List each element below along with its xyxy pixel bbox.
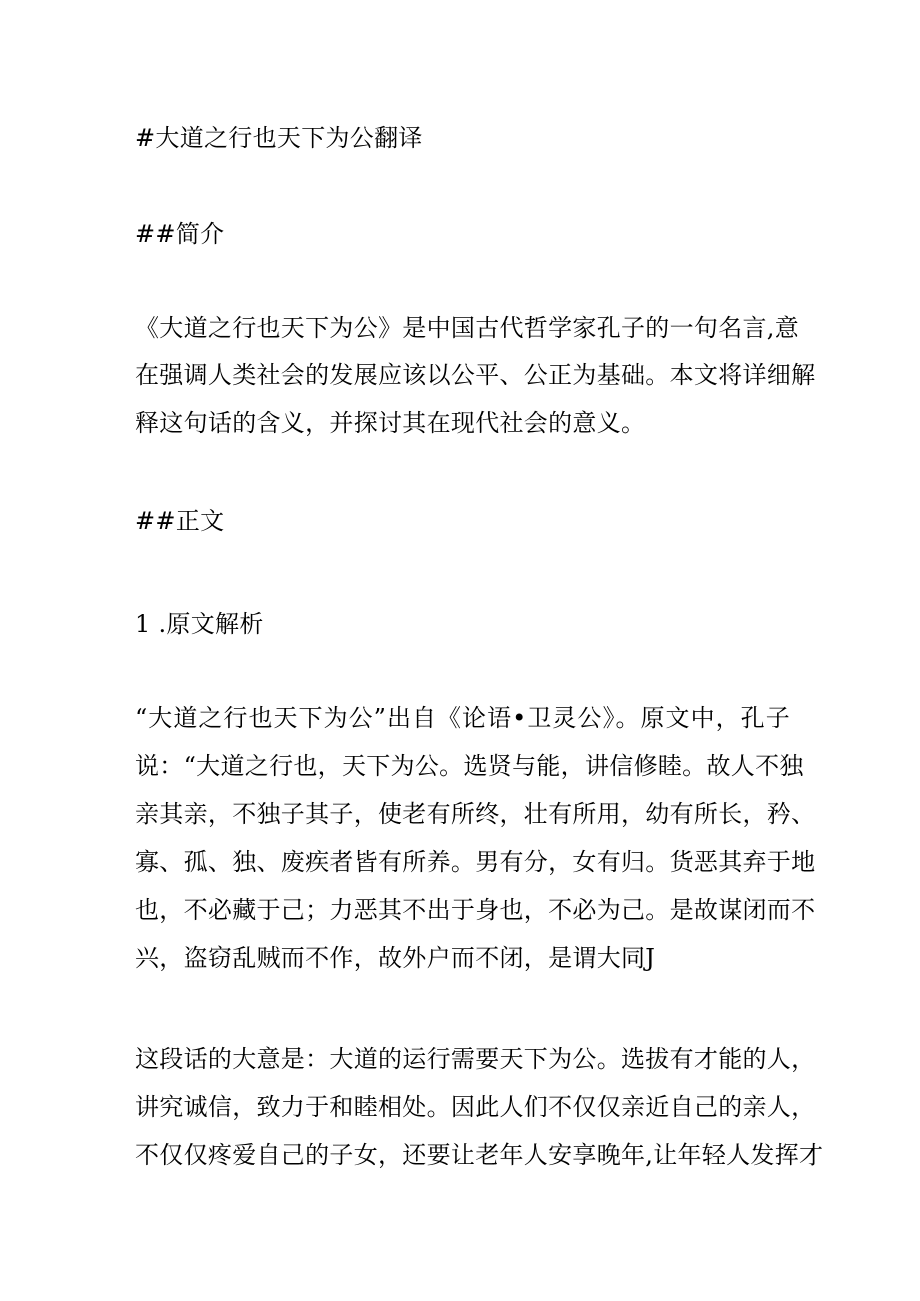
meaning-line: 讲究诚信，致力于和睦相处。因此人们不仅仅亲近自己的亲人， (135, 1093, 816, 1121)
meaning-line: 这段话的大意是：大道的运行需要天下为公。选拔有才能的人， (135, 1045, 816, 1073)
quote-line: “大道之行也天下为公”出自《论语•卫灵公》。原文中，孔子 (135, 704, 790, 732)
section-heading: 1 .原文解析 (135, 610, 264, 638)
document-title: #大道之行也天下为公翻译 (135, 124, 423, 152)
intro-heading: ##简介 (135, 220, 225, 248)
quote-line: 亲其亲，不独子其子，使老有所终，壮有所用，幼有所长，矜、 (135, 800, 816, 828)
quote-line: 兴，盗窃乱贼而不作，故外户而不闭，是谓大同J (135, 944, 656, 972)
intro-line: 《大道之行也天下为公》是中国古代哲学家孔子的一句名言,意 (135, 314, 800, 342)
intro-line: 在强调人类社会的发展应该以公平、公正为基础。本文将详细解 (135, 361, 816, 389)
body-heading: ##正文 (135, 507, 225, 535)
quote-line: 寡、孤、独、废疾者皆有所养。男有分，女有归。货恶其弃于地 (135, 848, 816, 876)
meaning-line: 不仅仅疼爱自己的子女，还要让老年人安享晚年,让年轻人发挥才 (135, 1141, 824, 1169)
quote-line: 也，不必藏于己；力恶其不出于身也，不必为己。是故谋闭而不 (135, 896, 816, 924)
intro-line: 释这句话的含义，并探讨其在现代社会的意义。 (135, 409, 646, 437)
quote-line: 说：“大道之行也，天下为公。选贤与能，讲信修睦。故人不独 (135, 752, 804, 780)
